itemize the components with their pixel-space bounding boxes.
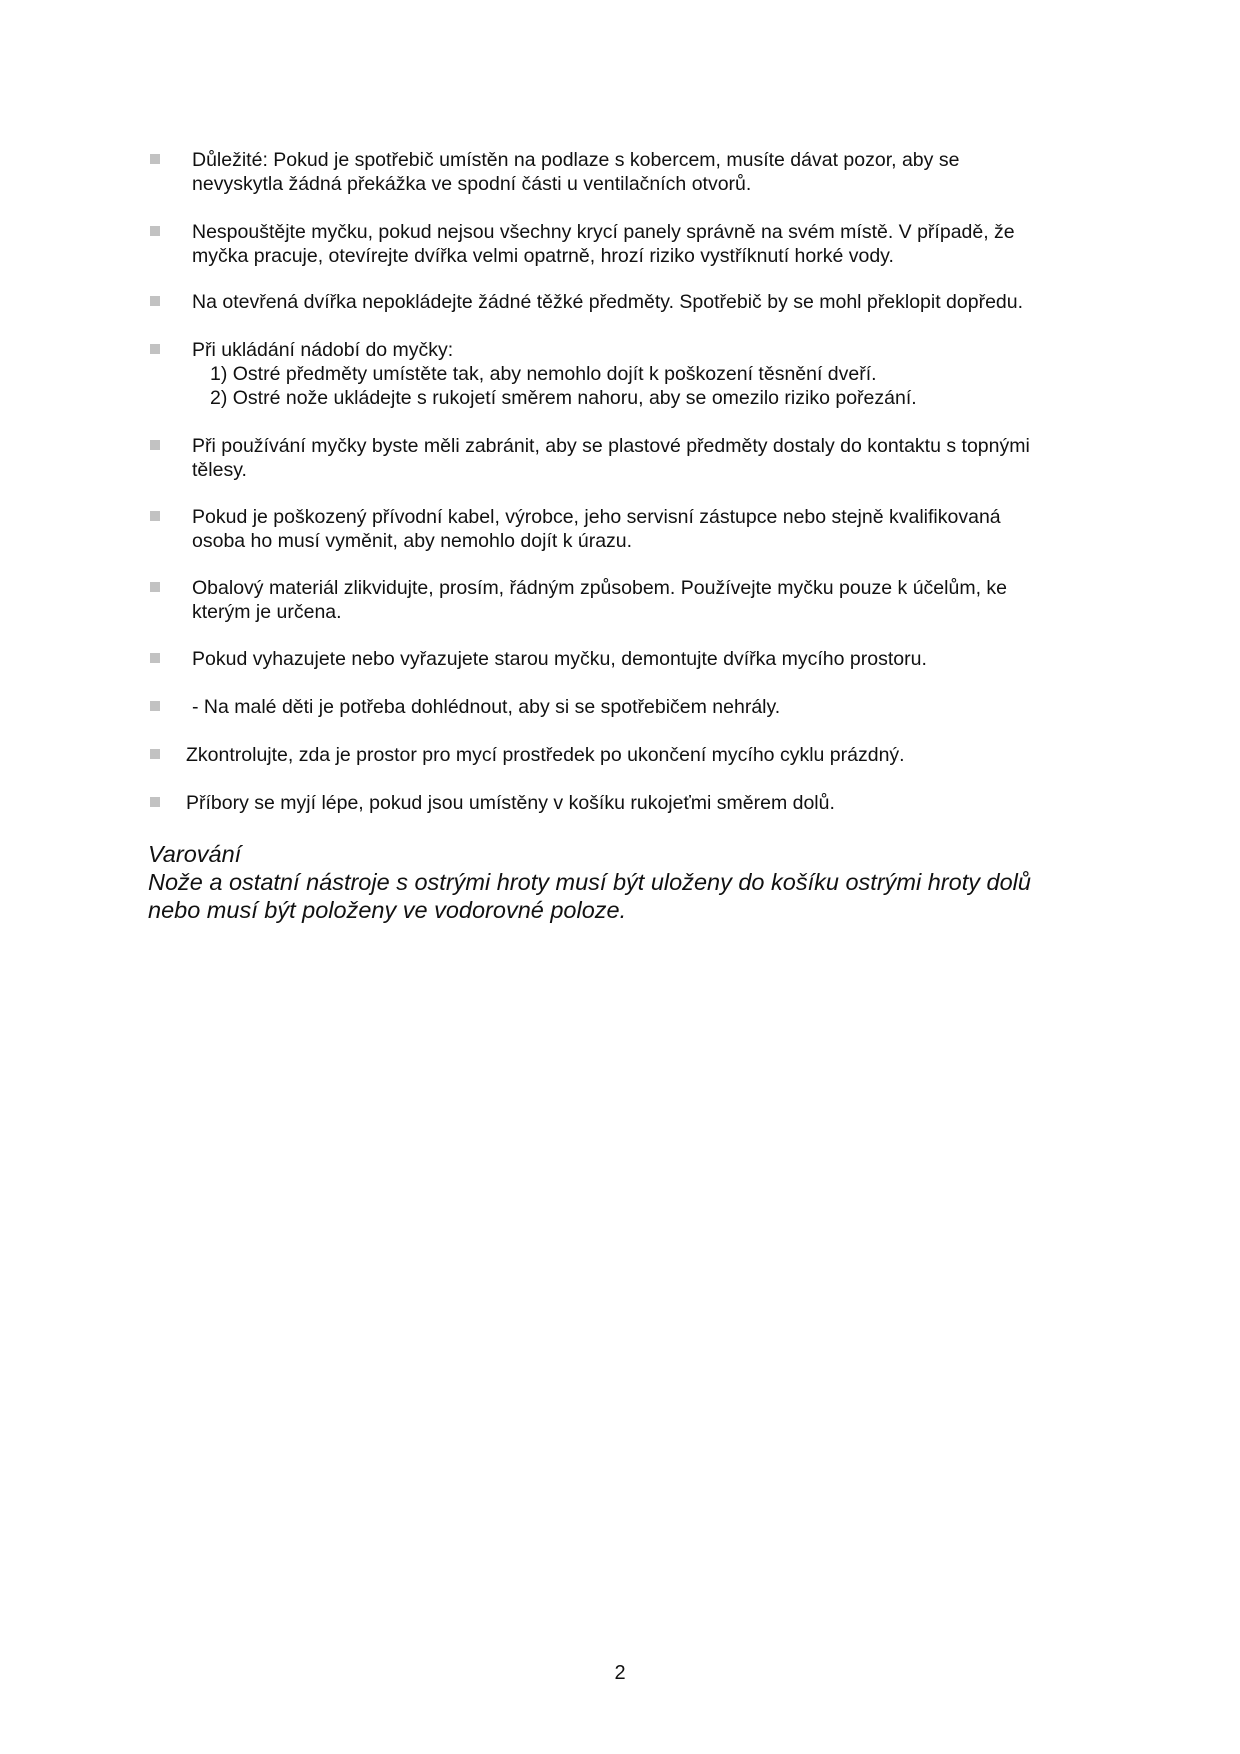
list-item-text [192, 148, 1100, 196]
text-line: Nespouštějte myčku, pokud nejsou všechny krycí panely správně na svém místě. V případě, že [192, 221, 1015, 243]
text-line: Na otevřená dvířka nepokládejte žádné těžké předměty. Spotřebič by se mohl překlopit dopředu. [192, 291, 1024, 313]
square-bullet-icon [150, 511, 160, 521]
square-bullet-icon [150, 749, 160, 759]
warning-text: Nože a ostatní nástroje s ostrými hroty musí být uloženy do košíku ostrými hroty dolů [148, 869, 1031, 895]
numbered-subitem: 2) Ostré nože ukládejte s rukojetí směrem nahoru, aby se omezilo riziko pořezání. [210, 387, 917, 409]
list-item-text [192, 290, 1100, 314]
square-bullet-icon [150, 797, 160, 807]
square-bullet-icon [150, 701, 160, 711]
numbered-subitem: 1) Ostré předměty umístěte tak, aby nemohlo dojít k poškození těsnění dveří. [210, 363, 877, 385]
text-line: osoba ho musí vyměnit, aby nemohlo dojít k úrazu. [192, 530, 633, 552]
square-bullet-icon [150, 226, 160, 236]
list-item-text [192, 647, 1100, 671]
text-line: Při ukládání nádobí do myčky: [192, 339, 454, 361]
list-item-text [186, 743, 1100, 767]
square-bullet-icon [150, 582, 160, 592]
text-line: Obalový materiál zlikvidujte, prosím, řádným způsobem. Používejte myčku pouze k účelům, ke [192, 577, 1008, 599]
square-bullet-icon [150, 440, 160, 450]
text-line: Zkontrolujte, zda je prostor pro mycí prostředek po ukončení mycího cyklu prázdný. [186, 744, 905, 766]
text-line: kterým je určena. [192, 601, 342, 623]
list-item-text [192, 434, 1100, 482]
text-line: nevyskytla žádná překážka ve spodní části u ventilačních otvorů. [192, 173, 752, 195]
list-item-text [192, 695, 1100, 719]
text-line: Příbory se myjí lépe, pokud jsou umístěny v košíku rukojeťmi směrem dolů. [186, 792, 835, 814]
list-item-text [192, 576, 1100, 624]
square-bullet-icon [150, 653, 160, 663]
square-bullet-icon [150, 296, 160, 306]
warning-title: Varování [148, 841, 242, 867]
text-line: myčka pracuje, otevírejte dvířka velmi opatrně, hrozí riziko vystříknutí horké vody. [192, 245, 894, 267]
list-item-text [192, 338, 1100, 410]
list-item-text [192, 220, 1100, 268]
square-bullet-icon [150, 154, 160, 164]
warning-text: nebo musí být položeny ve vodorovné poloze. [148, 897, 627, 923]
text-line: - Na malé děti je potřeba dohlédnout, aby si se spotřebičem nehrály. [192, 696, 781, 718]
list-item-text [192, 505, 1100, 553]
warning-block [148, 840, 1108, 924]
square-bullet-icon [150, 344, 160, 354]
text-line: Při používání myčky byste měli zabránit, aby se plastové předměty dostaly do kontaktu s topnými [192, 435, 1030, 457]
text-line: Pokud je poškozený přívodní kabel, výrobce, jeho servisní zástupce nebo stejně kvalifikovaná [192, 506, 1001, 528]
text-line: Pokud vyhazujete nebo vyřazujete starou myčku, demontujte dvířka mycího prostoru. [192, 648, 927, 670]
text-line: tělesy. [192, 459, 247, 481]
page-number: 2 [614, 1662, 626, 1684]
list-item-text [186, 791, 1100, 815]
text-line: Důležité: Pokud je spotřebič umístěn na podlaze s kobercem, musíte dávat pozor, aby se [192, 149, 960, 171]
